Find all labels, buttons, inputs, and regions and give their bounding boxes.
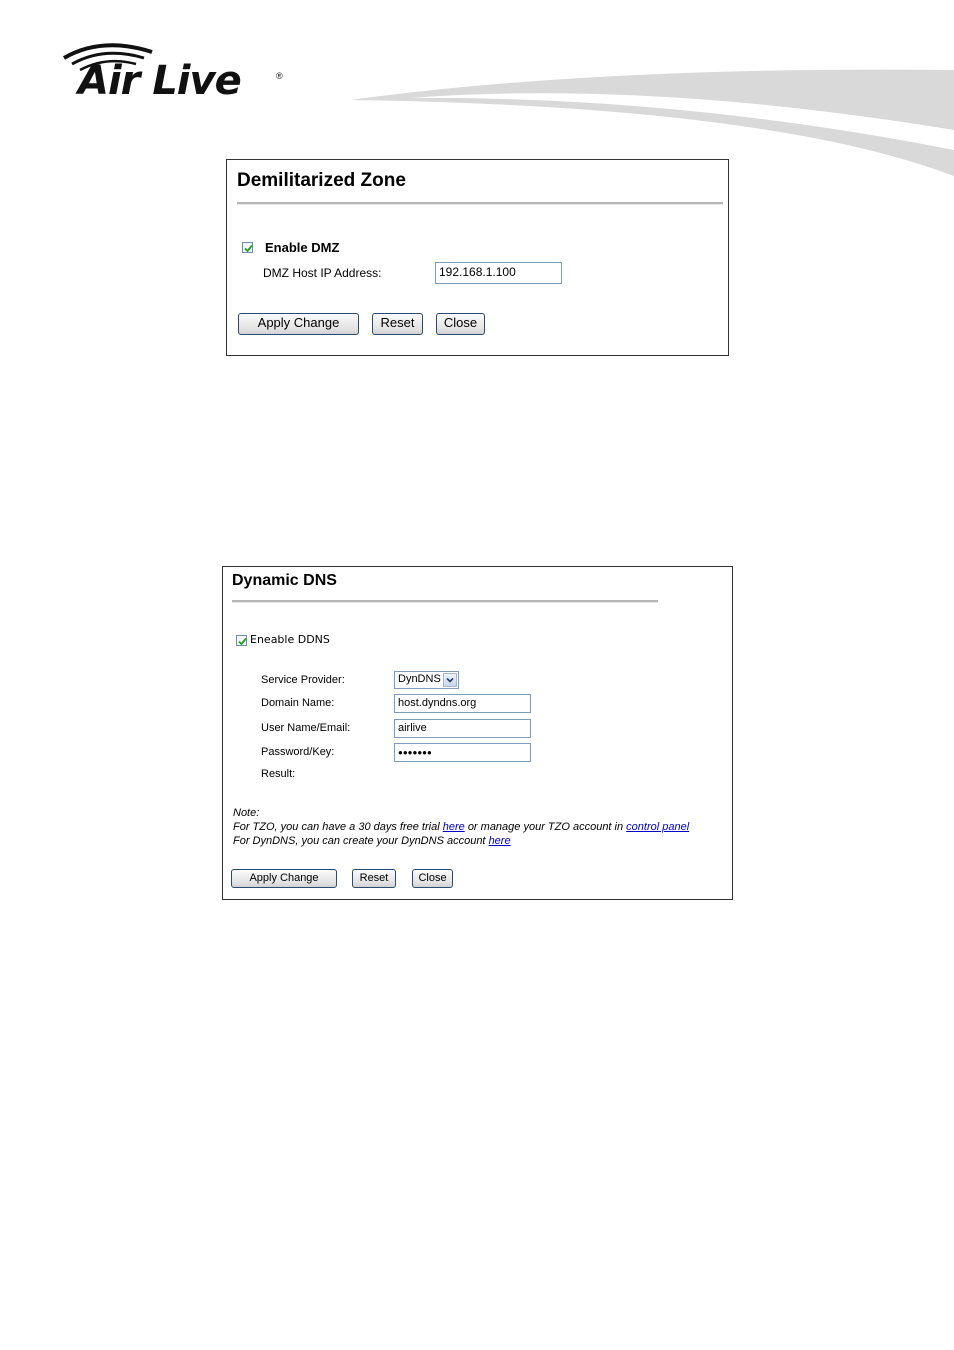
ddns-title-divider xyxy=(232,600,658,603)
ddns-close-button[interactable]: Close xyxy=(412,869,453,888)
airlive-logo xyxy=(62,40,292,110)
tzo-note-prefix: For TZO, you can have a 30 days free trial xyxy=(233,821,440,833)
username-email-label: User Name/Email: xyxy=(261,722,351,734)
dmz-panel xyxy=(226,159,729,356)
checkmark-icon xyxy=(243,243,254,254)
enable-dmz-label: Enable DMZ xyxy=(265,240,340,255)
dyndns-note xyxy=(233,835,511,847)
service-provider-select[interactable] xyxy=(394,671,459,689)
password-key-input[interactable]: ●●●●●●● xyxy=(394,743,531,762)
tzo-trial-link[interactable]: here xyxy=(442,821,465,833)
result-label: Result: xyxy=(261,768,296,780)
tzo-control-panel-link[interactable]: control panel xyxy=(626,821,690,833)
enable-ddns-checkbox[interactable] xyxy=(236,635,247,646)
dyndns-note-prefix: For DynDNS, you can create your DynDNS account xyxy=(233,835,486,847)
password-key-label: Password/Key: xyxy=(261,746,335,758)
ddns-title: Dynamic DNS xyxy=(232,572,337,589)
enable-ddns-label: Eneable DDNS xyxy=(250,633,330,646)
chevron-down-icon[interactable] xyxy=(443,673,457,687)
dmz-title: Demilitarized Zone xyxy=(237,170,406,191)
dmz-host-ip-label: DMZ Host IP Address: xyxy=(263,266,382,280)
ddns-apply-change-button[interactable]: Apply Change xyxy=(231,869,337,888)
dmz-reset-button[interactable]: Reset xyxy=(372,313,423,335)
username-email-input[interactable]: airlive xyxy=(394,719,531,738)
dmz-title-divider xyxy=(237,202,723,205)
dyndns-create-account-link[interactable]: here xyxy=(488,835,511,847)
checkmark-icon xyxy=(237,636,248,647)
registered-mark: ® xyxy=(276,71,283,81)
tzo-note-middle: or manage your TZO account in xyxy=(467,821,624,833)
domain-name-input[interactable]: host.dyndns.org xyxy=(394,694,531,713)
tzo-note xyxy=(233,821,689,833)
note-label: Note: xyxy=(233,807,260,819)
ddns-reset-button[interactable]: Reset xyxy=(352,869,396,888)
dmz-close-button[interactable]: Close xyxy=(436,313,485,335)
service-provider-label: Service Provider: xyxy=(261,674,345,686)
logo-text: Air Live xyxy=(78,58,241,104)
ddns-panel xyxy=(222,566,733,900)
dmz-host-ip-input[interactable]: 192.168.1.100 xyxy=(435,262,562,284)
dmz-apply-change-button[interactable]: Apply Change xyxy=(238,313,359,335)
service-provider-value: DynDNS xyxy=(398,673,441,685)
domain-name-label: Domain Name: xyxy=(261,697,335,709)
enable-dmz-checkbox[interactable] xyxy=(242,242,253,253)
